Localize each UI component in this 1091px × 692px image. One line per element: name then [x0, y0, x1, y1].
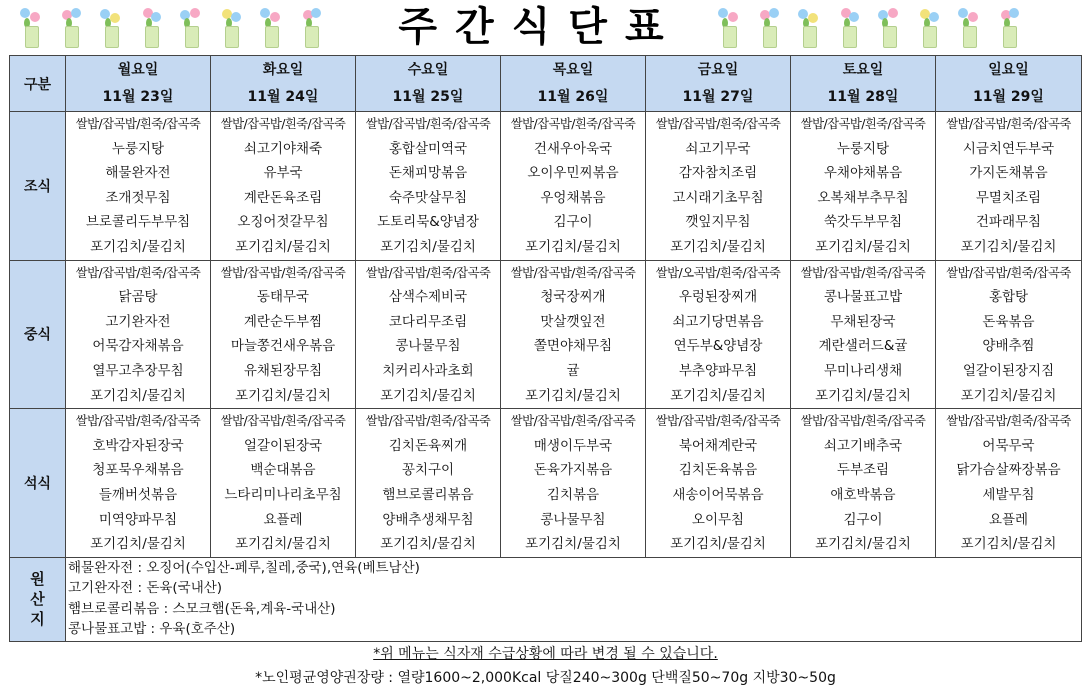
menu-cell	[356, 112, 501, 261]
menu-item: 연두부&양념장	[673, 338, 763, 355]
menu-cell	[66, 409, 211, 558]
menu-item: 부추양파무침	[678, 362, 758, 379]
flower-border-right	[712, 4, 1026, 50]
meal-row	[10, 260, 1082, 409]
menu-cell	[66, 112, 211, 261]
menu-item: 김구이	[843, 511, 883, 528]
menu-item: 오복채부추무침	[817, 189, 909, 206]
menu-cell	[211, 112, 356, 261]
menu-item: 포기김치/물김치	[960, 238, 1057, 255]
menu-item: 쫄면야채무침	[533, 338, 613, 355]
menu-item: 포기김치/물김치	[525, 536, 621, 553]
menu-cell	[501, 409, 646, 558]
menu-cell	[501, 260, 646, 409]
menu-item: 세발무침	[982, 486, 1035, 503]
menu-item: 건파래무침	[975, 214, 1042, 231]
menu-item: 햄브로콜리볶음	[382, 486, 474, 503]
menu-item: 감자참치조림	[678, 165, 758, 182]
menu-item: 돈육볶음	[982, 313, 1035, 330]
menu-item: 쌀밥/잡곡밥/흰죽/잡곡죽	[655, 413, 781, 429]
menu-cell	[646, 260, 791, 409]
menu-item: 들깨버섯볶음	[98, 486, 178, 503]
origin-line: 햄브로콜리볶음 : 스모크햄(돈육,계육-국내산)	[68, 600, 336, 617]
origin-label-char: 지	[30, 610, 45, 629]
origin-header	[10, 557, 66, 641]
menu-item: 무미나리생채	[823, 362, 903, 379]
menu-item: 얼갈이된장국	[243, 437, 323, 454]
day-name: 월요일	[117, 61, 159, 78]
flower-pot-icon	[54, 4, 88, 50]
meal-label: 조식	[10, 112, 66, 261]
menu-item: 깻잎지무침	[685, 214, 751, 231]
menu-item: 쌀밥/잡곡밥/흰죽/잡곡죽	[75, 413, 201, 429]
menu-item: 미역양파무침	[98, 511, 178, 528]
menu-item: 삼색수제비국	[388, 289, 468, 306]
menu-item: 열무고추장무침	[92, 362, 184, 379]
menu-item: 포기김치/물김치	[960, 387, 1057, 404]
menu-cell	[66, 260, 211, 409]
menu-item: 쌀밥/잡곡밥/흰죽/잡곡죽	[655, 116, 781, 131]
menu-item: 애호박볶음	[830, 486, 896, 503]
menu-item: 쌀밥/잡곡밥/흰죽/잡곡죽	[510, 413, 636, 429]
menu-item: 쇠고기당면볶음	[672, 313, 764, 330]
menu-cell	[211, 409, 356, 558]
menu-item: 백순대볶음	[250, 462, 316, 479]
flower-pot-icon	[94, 4, 128, 50]
day-date: 11월 27일	[682, 88, 754, 105]
day-header	[356, 56, 501, 112]
menu-item: 포기김치/물김치	[815, 387, 911, 404]
menu-item: 쌀밥/잡곡밥/흰죽/잡곡죽	[220, 116, 346, 131]
origin-line: 해물완자전 : 오징어(수입산-페루,칠레,중국),연육(베트남산)	[68, 559, 420, 576]
menu-item: 김치돈육찌개	[388, 437, 468, 454]
menu-item: 김치볶음	[546, 486, 600, 503]
menu-item: 쌀밥/잡곡밥/흰죽/잡곡죽	[220, 264, 346, 280]
menu-item: 돈육가지볶음	[533, 462, 613, 479]
menu-cell	[791, 409, 936, 558]
menu-item: 해물완자전	[105, 165, 171, 182]
day-header	[501, 56, 646, 112]
menu-item: 쌀밥/잡곡밥/흰죽/잡곡죽	[75, 264, 201, 280]
menu-item: 쌀밥/잡곡밥/흰죽/잡곡죽	[946, 116, 1071, 131]
day-name: 토요일	[842, 61, 884, 78]
menu-item: 포기김치/물김치	[90, 387, 186, 404]
menu-item: 포기김치/물김치	[235, 536, 331, 553]
menu-item: 계란순두부찜	[243, 313, 323, 330]
menu-item: 치커리사과초회	[382, 362, 474, 379]
menu-item: 포기김치/물김치	[380, 238, 476, 255]
flower-pot-icon	[14, 4, 48, 50]
menu-item: 포기김치/물김치	[380, 536, 476, 553]
menu-item: 무채된장국	[830, 313, 896, 330]
day-header	[211, 56, 356, 112]
menu-cell	[791, 112, 936, 261]
menu-item: 홍합살미역국	[388, 140, 468, 157]
category-header: 구분	[10, 56, 66, 112]
menu-item: 포기김치/물김치	[960, 536, 1057, 553]
menu-item: 쌀밥/잡곡밥/흰죽/잡곡죽	[365, 413, 491, 429]
day-header	[66, 56, 211, 112]
flower-pot-icon	[792, 4, 826, 50]
menu-item: 무멸치조림	[975, 189, 1042, 206]
day-name: 목요일	[552, 61, 594, 78]
day-name: 화요일	[262, 61, 304, 78]
menu-item: 포기김치/물김치	[235, 387, 331, 404]
menu-item: 쌀밥/잡곡밥/흰죽/잡곡죽	[946, 413, 1071, 429]
menu-item: 쇠고기무국	[685, 140, 751, 157]
day-date: 11월 28일	[827, 88, 899, 105]
day-date: 11월 29일	[973, 88, 1044, 105]
menu-item: 누룽지탕	[836, 140, 890, 157]
menu-item: 매생이두부국	[533, 437, 613, 454]
menu-item: 포기김치/물김치	[90, 536, 186, 553]
flower-border-left	[14, 4, 328, 50]
day-header	[791, 56, 936, 112]
menu-cell	[646, 409, 791, 558]
menu-item: 쌀밥/잡곡밥/흰죽/잡곡죽	[510, 116, 636, 131]
menu-item: 쌀밥/잡곡밥/흰죽/잡곡죽	[800, 413, 926, 429]
menu-cell	[356, 260, 501, 409]
meal-label: 중식	[10, 260, 66, 409]
menu-item: 포기김치/물김치	[380, 387, 476, 404]
menu-item: 고시래기초무침	[672, 189, 764, 206]
menu-item: 숙주맛살무침	[388, 189, 468, 206]
page-header	[0, 0, 1091, 54]
menu-item: 어묵무국	[982, 437, 1035, 454]
flower-pot-icon	[174, 4, 208, 50]
menu-item: 오이무침	[691, 511, 745, 528]
day-date: 11월 25일	[392, 88, 464, 105]
menu-item: 쇠고기배추국	[823, 437, 903, 454]
menu-item: 쌀밥/잡곡밥/흰죽/잡곡죽	[800, 116, 926, 131]
menu-item: 꽁치구이	[401, 462, 455, 479]
menu-item: 포기김치/물김치	[90, 238, 186, 255]
menu-item: 요플레	[988, 511, 1029, 528]
menu-item: 쌀밥/잡곡밥/흰죽/잡곡죽	[946, 264, 1071, 280]
menu-item: 쌀밥/오곡밥/흰죽/잡곡죽	[655, 264, 781, 280]
menu-item: 북어채계란국	[678, 437, 758, 454]
flower-pot-icon	[752, 4, 786, 50]
menu-item: 맛살깻잎전	[540, 313, 606, 330]
origin-label-char: 원	[30, 570, 45, 589]
menu-item: 가지돈채볶음	[969, 165, 1048, 182]
flower-pot-icon	[992, 4, 1026, 50]
menu-item: 느타리미나리초무침	[224, 486, 342, 503]
menu-item: 우채야채볶음	[823, 165, 903, 182]
menu-item: 쌀밥/잡곡밥/흰죽/잡곡죽	[510, 264, 636, 280]
menu-item: 코다리무조림	[388, 313, 468, 330]
flower-pot-icon	[912, 4, 946, 50]
origin-line: 콩나물표고밥 : 우육(호주산)	[68, 621, 236, 638]
day-date: 11월 23일	[102, 88, 174, 105]
menu-cell	[936, 409, 1082, 558]
menu-cell	[501, 112, 646, 261]
menu-item: 쌀밥/잡곡밥/흰죽/잡곡죽	[220, 413, 346, 429]
menu-item: 포기김치/물김치	[815, 536, 911, 553]
menu-cell	[356, 409, 501, 558]
menu-item: 유채된장무침	[243, 362, 323, 379]
menu-item: 홍합탕	[988, 289, 1029, 306]
menu-item: 어묵감자채볶음	[92, 338, 184, 355]
menu-item: 조개젓무침	[105, 189, 171, 206]
day-name: 일요일	[988, 61, 1029, 78]
menu-cell	[936, 112, 1082, 261]
flower-pot-icon	[712, 4, 746, 50]
page-title: 주간식단표	[398, 4, 682, 50]
origin-info	[66, 557, 1082, 641]
menu-item: 포기김치/물김치	[670, 238, 766, 255]
menu-item: 양배추찜	[982, 338, 1035, 355]
menu-item: 청포묵우채볶음	[92, 462, 184, 479]
day-name: 금요일	[697, 61, 739, 78]
menu-item: 청국장찌개	[540, 289, 606, 306]
menu-item: 누룽지탕	[111, 140, 165, 157]
menu-item: 새송이어묵볶음	[672, 486, 764, 503]
flower-pot-icon	[832, 4, 866, 50]
menu-item: 오이우민찌볶음	[527, 165, 619, 182]
menu-item: 콩나물표고밥	[823, 289, 903, 306]
menu-cell	[936, 260, 1082, 409]
menu-item: 호박감자된장국	[92, 437, 184, 454]
meal-label: 석식	[10, 409, 66, 558]
menu-item: 고기완자전	[105, 313, 171, 330]
menu-item: 오징어젓갈무침	[237, 214, 329, 231]
menu-item: 요플레	[263, 511, 303, 528]
day-name: 수요일	[407, 61, 449, 78]
menu-item: 포기김치/물김치	[525, 238, 621, 255]
change-notice: *위 메뉴는 식자재 수급상황에 따라 변경 될 수 있습니다.	[373, 646, 718, 662]
menu-item: 계란돈육조림	[243, 189, 323, 206]
day-date: 11월 24일	[247, 88, 319, 105]
flower-pot-icon	[254, 4, 288, 50]
menu-item: 닭가슴살짜장볶음	[956, 462, 1061, 479]
menu-cell	[791, 260, 936, 409]
menu-cell	[646, 112, 791, 261]
menu-item: 닭곰탕	[118, 289, 158, 306]
menu-item: 동태무국	[256, 289, 310, 306]
meal-row	[10, 112, 1082, 261]
flower-pot-icon	[952, 4, 986, 50]
menu-item: 양배추생채무침	[382, 511, 474, 528]
menu-cell	[211, 260, 356, 409]
menu-item: 쌀밥/잡곡밥/흰죽/잡곡죽	[365, 264, 491, 280]
flower-pot-icon	[214, 4, 248, 50]
nutrition-note: *노인평균영양권장량 : 열량1600~2,000Kcal 당질240~300g 단백질50~70g 지방30~50g	[255, 670, 836, 686]
menu-item: 우렁된장찌개	[678, 289, 758, 306]
origin-line: 고기완자전 : 돈육(국내산)	[68, 580, 223, 597]
day-header	[936, 56, 1082, 112]
menu-item: 김구이	[553, 214, 593, 231]
day-date: 11월 26일	[537, 88, 609, 105]
menu-item: 쌀밥/잡곡밥/흰죽/잡곡죽	[75, 116, 201, 131]
meal-row	[10, 409, 1082, 558]
menu-item: 콩나물무침	[540, 511, 606, 528]
day-header	[646, 56, 791, 112]
menu-item: 쇠고기야채죽	[243, 140, 323, 157]
menu-item: 브로콜리두부무침	[85, 214, 191, 231]
flower-pot-icon	[872, 4, 906, 50]
menu-item: 쌀밥/잡곡밥/흰죽/잡곡죽	[365, 116, 491, 131]
menu-item: 마늘쫑건새우볶음	[230, 338, 336, 355]
menu-item: 두부조림	[836, 462, 890, 479]
menu-item: 포기김치/물김치	[525, 387, 621, 404]
menu-item: 포기김치/물김치	[815, 238, 911, 255]
menu-item: 포기김치/물김치	[670, 387, 766, 404]
menu-item: 김치돈육볶음	[678, 462, 758, 479]
menu-item: 콩나물무침	[395, 338, 461, 355]
menu-item: 시금치연두부국	[962, 140, 1055, 157]
origin-label-char: 산	[30, 590, 45, 609]
menu-item: 쌀밥/잡곡밥/흰죽/잡곡죽	[800, 264, 926, 280]
menu-item: 계란샐러드&귤	[818, 338, 908, 355]
weekly-menu-table	[9, 55, 1082, 642]
menu-item: 건새우아욱국	[533, 140, 613, 157]
menu-item: 귤	[566, 362, 580, 379]
menu-item: 쑥갓두부무침	[823, 214, 903, 231]
menu-item: 우엉채볶음	[540, 189, 606, 206]
flower-pot-icon	[134, 4, 168, 50]
flower-pot-icon	[294, 4, 328, 50]
menu-item: 도토리묵&양념장	[377, 214, 479, 231]
menu-item: 얼갈이된장지짐	[962, 362, 1055, 379]
menu-item: 돈채피망볶음	[388, 165, 468, 182]
menu-item: 유부국	[263, 165, 303, 182]
menu-item: 포기김치/물김치	[670, 536, 766, 553]
menu-item: 포기김치/물김치	[235, 238, 331, 255]
